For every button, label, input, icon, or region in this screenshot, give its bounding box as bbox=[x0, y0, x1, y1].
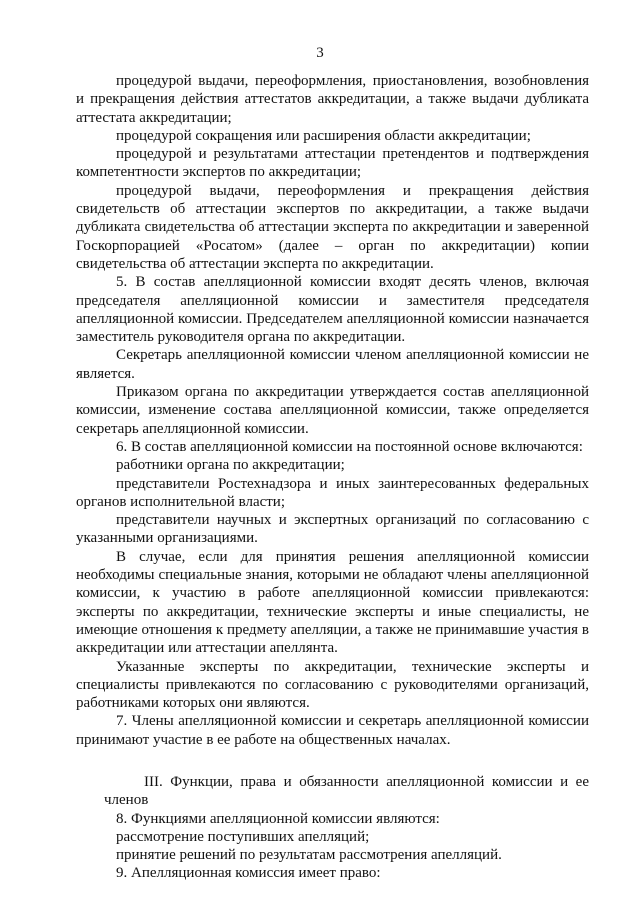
paragraph: Указанные эксперты по аккредитации, технические эксперты и специалисты привлекаются по согласованию с руководителями организаций, работниками которых они являются. bbox=[76, 658, 589, 712]
section-heading: III. Функции, права и обязанности апелляционной комиссии и ее членов bbox=[104, 773, 589, 809]
paragraph: процедурой и результатами аттестации претендентов и подтверждения компетентности экспертов по аккредитации; bbox=[76, 146, 589, 181]
document-body bbox=[76, 72, 589, 883]
paragraph: 9. Апелляционная комиссия имеет право: bbox=[116, 865, 381, 882]
paragraph: 6. В состав апелляционной комиссии на постоянной основе включаются: bbox=[116, 438, 583, 455]
paragraph: В случае, если для принятия решения апелляционной комиссии необходимы специальные знания, которыми не обладают члены апелляционной комиссии, к участию в работе апелляционной комиссии привлекаются: эксперты по аккредитации, технические эксперты и иные специалисты, не имеющие отношения к предмету апелляции, а также не принимавшие участия в аккредитации или аттестации апеллянта. bbox=[76, 548, 589, 657]
paragraph: представители научных и экспертных организаций по согласованию с указанными организациями. bbox=[76, 512, 589, 547]
paragraph: 8. Функциями апелляционной комиссии являются: bbox=[116, 810, 440, 827]
paragraph: процедурой выдачи, переоформления, приостановления, возобновления и прекращения действия аттестатов аккредитации, а также выдачи дубликата аттестата аккредитации; bbox=[76, 73, 589, 126]
paragraph: 7. Члены апелляционной комиссии и секретарь апелляционной комиссии принимают участие в ее работе на общественных началах. bbox=[76, 713, 589, 748]
paragraph: 5. В состав апелляционной комиссии входят десять членов, включая председателя апелляционной комиссии и заместителя председателя апелляционной комиссии. Председателем апелляционной комиссии назначается заместитель руководителя органа по аккредитации. bbox=[76, 274, 589, 346]
paragraph: представители Ростехнадзора и иных заинтересованных федеральных органов исполнительной власти; bbox=[76, 475, 589, 510]
paragraph: процедурой выдачи, переоформления и прекращения действия свидетельств об аттестации экспертов по аккредитации, а также выдачи дубликата свидетельства об аттестации эксперта по аккредитации и заверенной Госкорпорацией «Росатом» (далее – орган по аккредитации) копии свидетельства об аттестации эксперта по аккредитации. bbox=[76, 182, 589, 272]
page-number: 3 bbox=[316, 45, 324, 61]
paragraph: принятие решений по результатам рассмотрения апелляций. bbox=[116, 847, 502, 864]
paragraph: процедурой сокращения или расширения области аккредитации; bbox=[116, 127, 531, 144]
paragraph: работники органа по аккредитации; bbox=[116, 457, 345, 474]
paragraph: Приказом органа по аккредитации утверждается состав апелляционной комиссии, изменение состава апелляционной комиссии, также определяется секретарь апелляционной комиссии. bbox=[76, 384, 589, 437]
paragraph: рассмотрение поступивших апелляций; bbox=[116, 828, 370, 845]
paragraph: Секретарь апелляционной комиссии членом апелляционной комиссии не является. bbox=[76, 347, 589, 382]
